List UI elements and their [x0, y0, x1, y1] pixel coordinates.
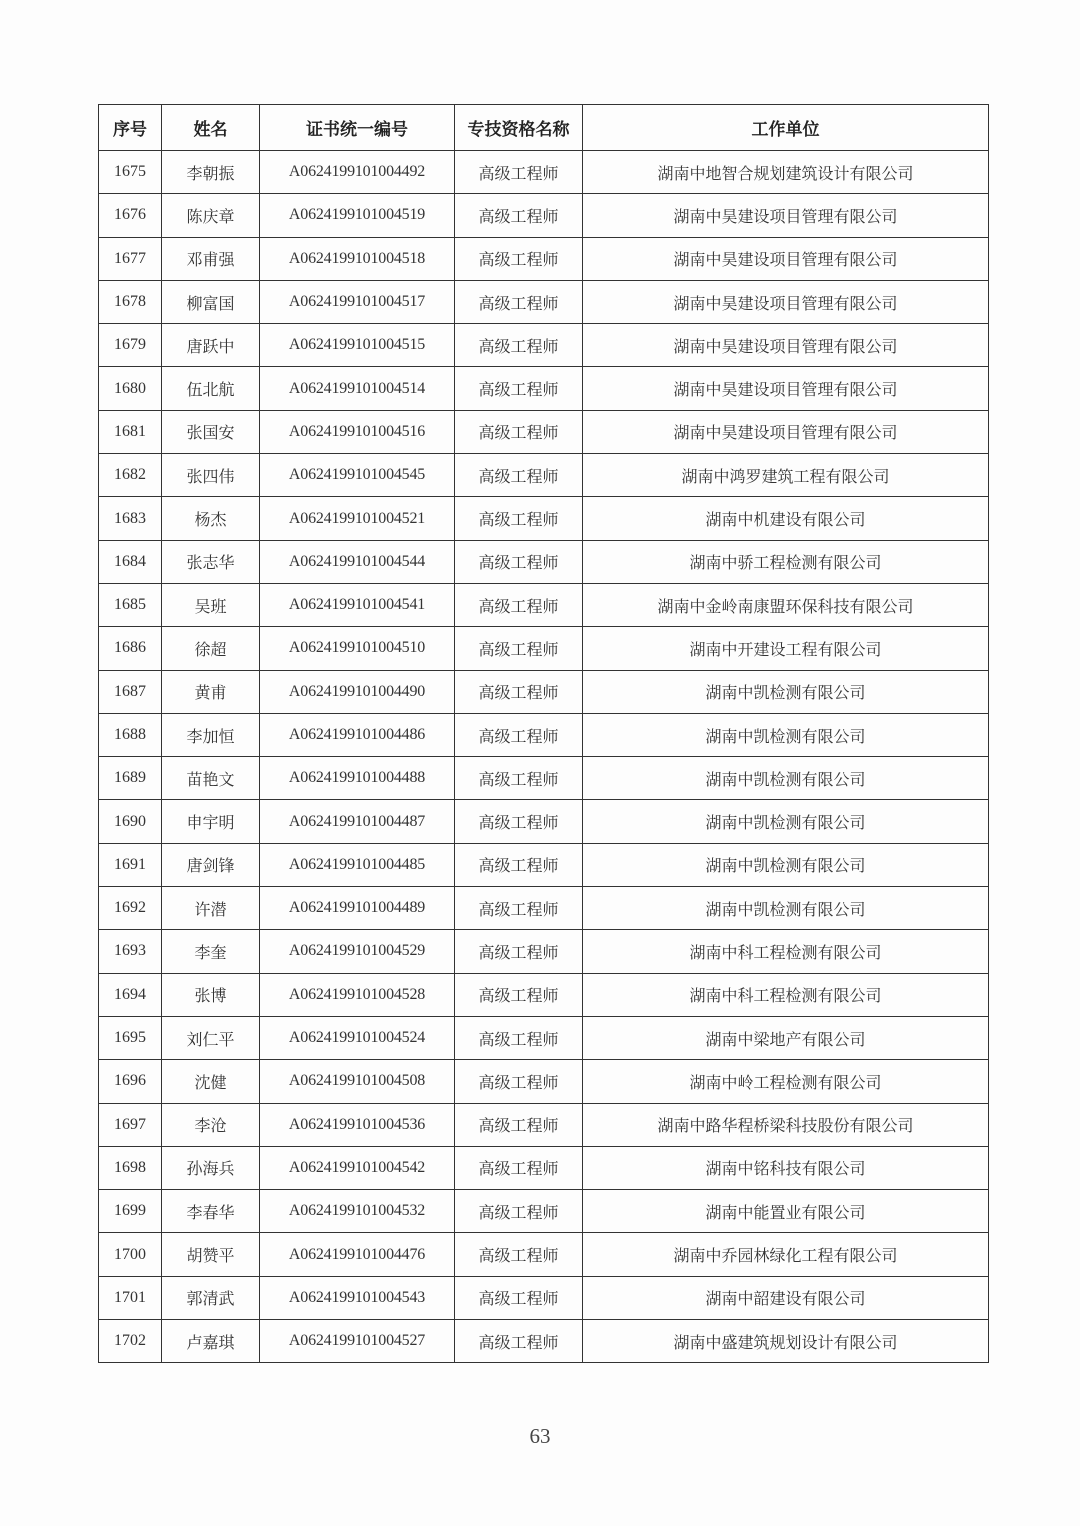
- cell-qual: 高级工程师: [455, 627, 583, 670]
- cell-name: 李朝振: [162, 151, 260, 194]
- cell-cert: A0624199101004492: [260, 151, 455, 194]
- cell-name: 唐跃中: [162, 324, 260, 367]
- cell-cert: A0624199101004518: [260, 237, 455, 280]
- cell-cert: A0624199101004487: [260, 800, 455, 843]
- cell-cert: A0624199101004521: [260, 497, 455, 540]
- cell-cert: A0624199101004517: [260, 280, 455, 323]
- certificate-roster-table: [98, 104, 989, 1363]
- cell-name: 张博: [162, 973, 260, 1016]
- cell-cert: A0624199101004515: [260, 324, 455, 367]
- cell-qual: 高级工程师: [455, 324, 583, 367]
- cell-unit: 湖南中金岭南康盟环保科技有限公司: [583, 583, 989, 626]
- cell-seq: 1696: [99, 1060, 162, 1103]
- table-row: [99, 1146, 989, 1189]
- cell-qual: 高级工程师: [455, 583, 583, 626]
- cell-qual: 高级工程师: [455, 194, 583, 237]
- cell-qual: 高级工程师: [455, 1276, 583, 1319]
- cell-name: 申宇明: [162, 800, 260, 843]
- cell-qual: 高级工程师: [455, 1016, 583, 1059]
- cell-cert: A0624199101004476: [260, 1233, 455, 1276]
- cell-qual: 高级工程师: [455, 410, 583, 453]
- table-row: [99, 1016, 989, 1059]
- cell-name: 唐剑锋: [162, 843, 260, 886]
- table-row: [99, 583, 989, 626]
- page-number: 63: [529, 1424, 551, 1448]
- table-row: [99, 237, 989, 280]
- cell-seq: 1699: [99, 1190, 162, 1233]
- cell-qual: 高级工程师: [455, 930, 583, 973]
- table-row: [99, 1190, 989, 1233]
- table-row: [99, 280, 989, 323]
- cell-name: 李沧: [162, 1103, 260, 1146]
- table-row: [99, 194, 989, 237]
- header-cert: 证书统一编号: [260, 105, 455, 151]
- cell-qual: 高级工程师: [455, 843, 583, 886]
- header-name: 姓名: [162, 105, 260, 151]
- cell-unit: 湖南中盛建筑规划设计有限公司: [583, 1320, 989, 1363]
- header-seq: 序号: [99, 105, 162, 151]
- cell-qual: 高级工程师: [455, 540, 583, 583]
- cell-unit: 湖南中机建设有限公司: [583, 497, 989, 540]
- cell-qual: 高级工程师: [455, 1190, 583, 1233]
- cell-cert: A0624199101004486: [260, 713, 455, 756]
- cell-seq: 1684: [99, 540, 162, 583]
- table-row: [99, 410, 989, 453]
- cell-name: 卢嘉琪: [162, 1320, 260, 1363]
- cell-name: 李加恒: [162, 713, 260, 756]
- cell-seq: 1694: [99, 973, 162, 1016]
- cell-cert: A0624199101004541: [260, 583, 455, 626]
- cell-name: 李奎: [162, 930, 260, 973]
- cell-qual: 高级工程师: [455, 1146, 583, 1189]
- cell-cert: A0624199101004545: [260, 454, 455, 497]
- cell-cert: A0624199101004485: [260, 843, 455, 886]
- cell-unit: 湖南中地智合规划建筑设计有限公司: [583, 151, 989, 194]
- cell-unit: 湖南中昊建设项目管理有限公司: [583, 280, 989, 323]
- cell-name: 胡赞平: [162, 1233, 260, 1276]
- cell-seq: 1682: [99, 454, 162, 497]
- cell-qual: 高级工程师: [455, 367, 583, 410]
- cell-seq: 1692: [99, 887, 162, 930]
- cell-unit: 湖南中凯检测有限公司: [583, 843, 989, 886]
- cell-name: 张国安: [162, 410, 260, 453]
- cell-unit: 湖南中路华程桥梁科技股份有限公司: [583, 1103, 989, 1146]
- cell-name: 沈健: [162, 1060, 260, 1103]
- cell-qual: 高级工程师: [455, 454, 583, 497]
- cell-seq: 1697: [99, 1103, 162, 1146]
- cell-cert: A0624199101004489: [260, 887, 455, 930]
- cell-cert: A0624199101004544: [260, 540, 455, 583]
- cell-seq: 1689: [99, 757, 162, 800]
- cell-seq: 1675: [99, 151, 162, 194]
- cell-seq: 1678: [99, 280, 162, 323]
- cell-cert: A0624199101004516: [260, 410, 455, 453]
- cell-unit: 湖南中凯检测有限公司: [583, 757, 989, 800]
- cell-name: 苗艳文: [162, 757, 260, 800]
- cell-cert: A0624199101004529: [260, 930, 455, 973]
- table-row: [99, 1276, 989, 1319]
- cell-name: 孙海兵: [162, 1146, 260, 1189]
- cell-qual: 高级工程师: [455, 670, 583, 713]
- table-row: [99, 843, 989, 886]
- cell-name: 张志华: [162, 540, 260, 583]
- cell-unit: 湖南中骄工程检测有限公司: [583, 540, 989, 583]
- cell-unit: 湖南中昊建设项目管理有限公司: [583, 324, 989, 367]
- cell-qual: 高级工程师: [455, 973, 583, 1016]
- cell-seq: 1690: [99, 800, 162, 843]
- cell-unit: 湖南中昊建设项目管理有限公司: [583, 237, 989, 280]
- cell-seq: 1698: [99, 1146, 162, 1189]
- cell-qual: 高级工程师: [455, 497, 583, 540]
- table-row: [99, 973, 989, 1016]
- table-row: [99, 800, 989, 843]
- cell-seq: 1676: [99, 194, 162, 237]
- table-row: [99, 670, 989, 713]
- cell-cert: A0624199101004543: [260, 1276, 455, 1319]
- cell-unit: 湖南中昊建设项目管理有限公司: [583, 410, 989, 453]
- cell-qual: 高级工程师: [455, 237, 583, 280]
- cell-cert: A0624199101004510: [260, 627, 455, 670]
- cell-cert: A0624199101004488: [260, 757, 455, 800]
- cell-name: 黄甫: [162, 670, 260, 713]
- cell-qual: 高级工程师: [455, 1233, 583, 1276]
- cell-unit: 湖南中科工程检测有限公司: [583, 973, 989, 1016]
- cell-name: 许潜: [162, 887, 260, 930]
- header-qual: 专技资格名称: [455, 105, 583, 151]
- header-unit: 工作单位: [583, 105, 989, 151]
- cell-name: 张四伟: [162, 454, 260, 497]
- cell-qual: 高级工程师: [455, 757, 583, 800]
- cell-name: 陈庆章: [162, 194, 260, 237]
- cell-unit: 湖南中梁地产有限公司: [583, 1016, 989, 1059]
- cell-unit: 湖南中昊建设项目管理有限公司: [583, 194, 989, 237]
- cell-qual: 高级工程师: [455, 887, 583, 930]
- cell-unit: 湖南中科工程检测有限公司: [583, 930, 989, 973]
- cell-unit: 湖南中能置业有限公司: [583, 1190, 989, 1233]
- cell-cert: A0624199101004490: [260, 670, 455, 713]
- cell-cert: A0624199101004524: [260, 1016, 455, 1059]
- cell-qual: 高级工程师: [455, 800, 583, 843]
- table-body: [99, 151, 989, 1363]
- cell-seq: 1695: [99, 1016, 162, 1059]
- cell-seq: 1687: [99, 670, 162, 713]
- cell-seq: 1685: [99, 583, 162, 626]
- cell-seq: 1677: [99, 237, 162, 280]
- cell-name: 刘仁平: [162, 1016, 260, 1059]
- cell-seq: 1680: [99, 367, 162, 410]
- cell-unit: 湖南中鸿罗建筑工程有限公司: [583, 454, 989, 497]
- table-row: [99, 1060, 989, 1103]
- table-row: [99, 540, 989, 583]
- table-row: [99, 1320, 989, 1363]
- table-row: [99, 757, 989, 800]
- cell-seq: 1681: [99, 410, 162, 453]
- table-row: [99, 713, 989, 756]
- cell-unit: 湖南中凯检测有限公司: [583, 800, 989, 843]
- cell-cert: A0624199101004532: [260, 1190, 455, 1233]
- table-row: [99, 151, 989, 194]
- cell-unit: 湖南中凯检测有限公司: [583, 887, 989, 930]
- cell-unit: 湖南中岭工程检测有限公司: [583, 1060, 989, 1103]
- table-header-row: [99, 105, 989, 151]
- table-row: [99, 930, 989, 973]
- cell-cert: A0624199101004508: [260, 1060, 455, 1103]
- cell-cert: A0624199101004536: [260, 1103, 455, 1146]
- cell-qual: 高级工程师: [455, 280, 583, 323]
- cell-seq: 1693: [99, 930, 162, 973]
- cell-name: 柳富国: [162, 280, 260, 323]
- table-row: [99, 1103, 989, 1146]
- cell-name: 李春华: [162, 1190, 260, 1233]
- cell-unit: 湖南中昊建设项目管理有限公司: [583, 367, 989, 410]
- cell-seq: 1683: [99, 497, 162, 540]
- cell-seq: 1701: [99, 1276, 162, 1319]
- table-row: [99, 627, 989, 670]
- cell-unit: 湖南中凯检测有限公司: [583, 713, 989, 756]
- cell-name: 邓甫强: [162, 237, 260, 280]
- cell-name: 伍北航: [162, 367, 260, 410]
- cell-cert: A0624199101004528: [260, 973, 455, 1016]
- cell-unit: 湖南中乔园林绿化工程有限公司: [583, 1233, 989, 1276]
- table-row: [99, 454, 989, 497]
- table-row: [99, 1233, 989, 1276]
- cell-cert: A0624199101004519: [260, 194, 455, 237]
- cell-name: 徐超: [162, 627, 260, 670]
- cell-seq: 1691: [99, 843, 162, 886]
- cell-cert: A0624199101004514: [260, 367, 455, 410]
- cell-qual: 高级工程师: [455, 151, 583, 194]
- table-row: [99, 497, 989, 540]
- cell-name: 杨杰: [162, 497, 260, 540]
- table-row: [99, 887, 989, 930]
- table-row: [99, 324, 989, 367]
- cell-seq: 1686: [99, 627, 162, 670]
- cell-qual: 高级工程师: [455, 1320, 583, 1363]
- cell-name: 郭清武: [162, 1276, 260, 1319]
- cell-seq: 1702: [99, 1320, 162, 1363]
- cell-seq: 1700: [99, 1233, 162, 1276]
- table-row: [99, 367, 989, 410]
- cell-unit: 湖南中铭科技有限公司: [583, 1146, 989, 1189]
- cell-name: 吴班: [162, 583, 260, 626]
- cell-seq: 1679: [99, 324, 162, 367]
- cell-unit: 湖南中开建设工程有限公司: [583, 627, 989, 670]
- cell-qual: 高级工程师: [455, 1060, 583, 1103]
- cell-qual: 高级工程师: [455, 1103, 583, 1146]
- cell-unit: 湖南中韶建设有限公司: [583, 1276, 989, 1319]
- cell-seq: 1688: [99, 713, 162, 756]
- cell-cert: A0624199101004542: [260, 1146, 455, 1189]
- cell-qual: 高级工程师: [455, 713, 583, 756]
- cell-unit: 湖南中凯检测有限公司: [583, 670, 989, 713]
- cell-cert: A0624199101004527: [260, 1320, 455, 1363]
